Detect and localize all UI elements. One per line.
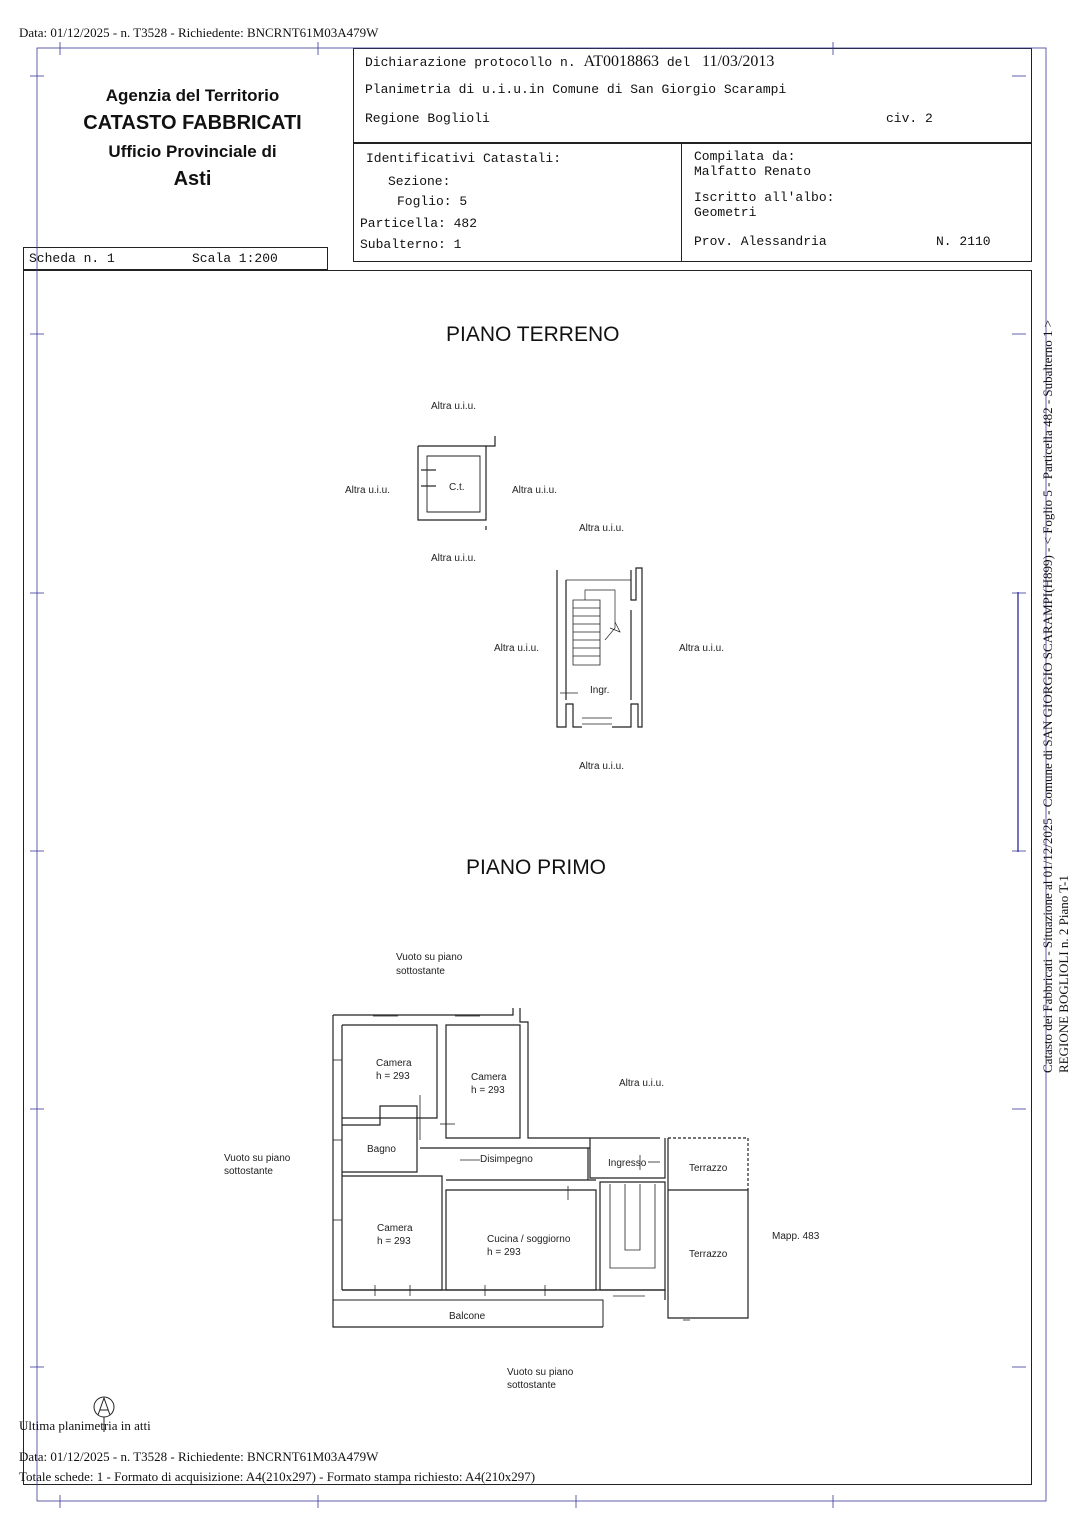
provincia-name: Asti xyxy=(173,168,212,190)
catasto-title: CATASTO FABBRICATI xyxy=(83,112,302,134)
ultima-planimetria-stamp: Ultima planimetria in atti xyxy=(19,1418,151,1433)
label-h-1: h = 293 xyxy=(376,1071,410,1082)
label-ingresso: Ingresso xyxy=(608,1158,647,1169)
side-text-indirizzo: REGIONE BOGLIOLI n. 2 Piano T-1 xyxy=(1056,875,1071,1073)
address-line: Regione Boglioli xyxy=(365,111,490,126)
label-terrazzo-2: Terrazzo xyxy=(689,1249,728,1260)
protocol-del: del xyxy=(666,55,691,70)
label-altra-w2: Altra u.i.u. xyxy=(494,643,540,654)
label-h-4: h = 293 xyxy=(487,1247,521,1258)
planimetria-line: Planimetria di u.i.u.in Comune di San Giorgio Scarampi xyxy=(365,82,787,97)
label-camera-2: Camera xyxy=(471,1072,507,1083)
label-altra-w1: Altra u.i.u. xyxy=(345,485,391,496)
scala-label: Scala 1:200 xyxy=(192,251,278,266)
label-camera-3: Camera xyxy=(377,1223,413,1234)
footer-request-line: Data: 01/12/2025 - n. T3528 - Richiedente: BNCRNT61M03A479W xyxy=(19,1449,379,1464)
prov-label: Prov. Alessandria xyxy=(694,234,827,249)
label-vuoto-top-2: sottostante xyxy=(396,966,445,977)
protocol-prefix: Dichiarazione protocollo n. xyxy=(365,55,576,70)
label-camera-1: Camera xyxy=(376,1058,412,1069)
header-request-line: Data: 01/12/2025 - n. T3528 - Richiedente: BNCRNT61M03A479W xyxy=(19,25,379,40)
compilata-name: Malfatto Renato xyxy=(694,164,812,179)
ufficio-label: Ufficio Provinciale di xyxy=(108,142,277,161)
side-text-block xyxy=(1040,320,1072,1073)
label-vuoto-left-1: Vuoto su piano xyxy=(224,1153,291,1164)
label-cucina: Cucina / soggiorno xyxy=(487,1234,571,1245)
label-ingr: Ingr. xyxy=(590,685,610,696)
iscritto-label: Iscritto all'albo: xyxy=(694,190,835,205)
floor-title-primo: PIANO PRIMO xyxy=(466,856,607,879)
label-vuoto-bottom-1: Vuoto su piano xyxy=(507,1367,574,1378)
albo-label: Geometri xyxy=(694,205,757,220)
sezione-label: Sezione: xyxy=(388,174,451,189)
label-vuoto-left-2: sottostante xyxy=(224,1166,273,1177)
side-text-situazione: Catasto dei Fabbricati - Situazione al 01/12/2025 - Comune di SAN GIORGIO SCARAMPI(H899) - < Foglio 5 - Particella 482 - Subalterno 1 > xyxy=(1040,319,1055,1073)
particella-label: Particella: 482 xyxy=(360,216,478,231)
label-terrazzo-1: Terrazzo xyxy=(689,1163,728,1174)
label-altra-c: Altra u.i.u. xyxy=(431,553,477,564)
label-balcone: Balcone xyxy=(449,1311,486,1322)
agency-name: Agenzia del Territorio xyxy=(105,86,280,105)
label-altra-primo: Altra u.i.u. xyxy=(619,1078,665,1089)
label-vuoto-bottom-2: sottostante xyxy=(507,1380,556,1391)
plan-terreno xyxy=(418,436,642,727)
registration-frame xyxy=(30,42,1046,1508)
foglio-label: Foglio: 5 xyxy=(397,194,468,209)
label-altra-s: Altra u.i.u. xyxy=(579,761,625,772)
label-h-3: h = 293 xyxy=(377,1236,411,1247)
label-altra-e1: Altra u.i.u. xyxy=(512,485,558,496)
floor-title-terreno: PIANO TERRENO xyxy=(446,323,620,346)
label-altra-e2: Altra u.i.u. xyxy=(679,643,725,654)
label-h-2: h = 293 xyxy=(471,1085,505,1096)
subalterno-label: Subalterno: 1 xyxy=(360,237,462,252)
label-bagno: Bagno xyxy=(367,1144,396,1155)
civ-number: civ. 2 xyxy=(886,111,933,126)
label-ct: C.t. xyxy=(449,482,465,493)
numero-albo: N. 2110 xyxy=(936,234,991,249)
identificativi-title: Identificativi Catastali: xyxy=(366,151,562,166)
footer-format-line: Totale schede: 1 - Formato di acquisizione: A4(210x297) - Formato stampa richiesto: A4(210x297) xyxy=(19,1469,536,1484)
scheda-label: Scheda n. 1 xyxy=(29,251,115,266)
label-disimpegno: Disimpegno xyxy=(480,1154,533,1165)
compilata-title: Compilata da: xyxy=(694,149,796,164)
protocol-date: 11/03/2013 xyxy=(702,53,775,70)
label-altra-n1: Altra u.i.u. xyxy=(431,401,477,412)
protocol-number: AT0018863 xyxy=(583,53,660,70)
plan-primo xyxy=(333,1008,748,1327)
label-vuoto-top-1: Vuoto su piano xyxy=(396,952,463,963)
label-mapp: Mapp. 483 xyxy=(772,1231,820,1242)
label-altra-n2: Altra u.i.u. xyxy=(579,523,625,534)
